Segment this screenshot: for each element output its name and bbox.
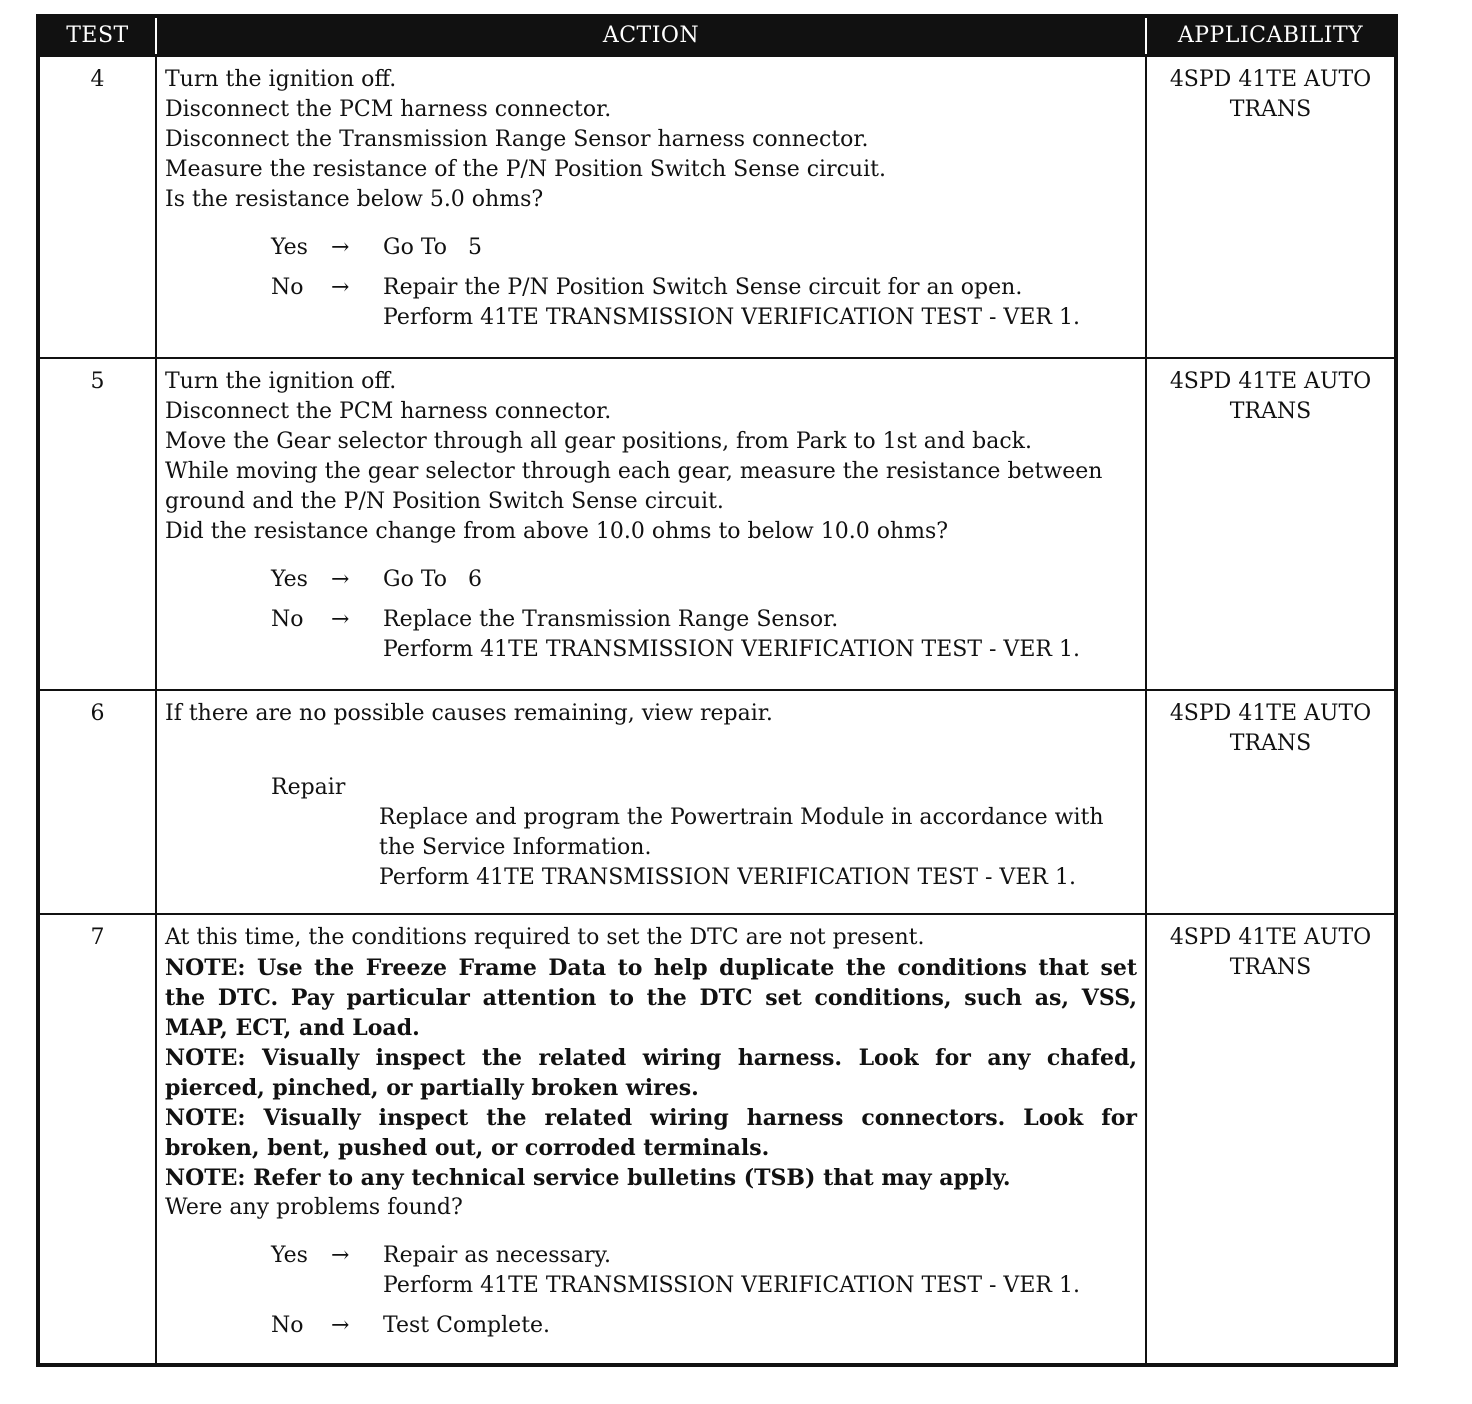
goto-link[interactable]: Go To 6 [383, 567, 482, 592]
header-action: ACTION [156, 16, 1146, 56]
branch-no [165, 273, 1137, 333]
branch-no [165, 1311, 1137, 1341]
arrow-right-icon: → [331, 1243, 350, 1268]
branch-action-text: Replace the Transmission Range Sensor. [383, 607, 839, 632]
action-cell [156, 690, 1146, 914]
branch-label: No [271, 607, 304, 632]
branch-label: No [271, 275, 304, 300]
branch-action-text: Repair the P/N Position Switch Sense circuit for an open. [383, 275, 1023, 300]
test-number: 4 [38, 56, 156, 359]
arrow-right-icon: → [331, 607, 350, 632]
repair-label: Repair [271, 775, 346, 800]
action-step: Turn the ignition off. [165, 67, 397, 92]
applicability-cell: 4SPD 41TE AUTO TRANS [1146, 690, 1396, 914]
branch-list [165, 1241, 1137, 1341]
table-row [38, 358, 1396, 690]
branch-actions [383, 233, 1137, 263]
note-text: NOTE: Refer to any technical service bulletins (TSB) that may apply. [165, 1165, 1011, 1191]
header-test: TEST [38, 16, 156, 56]
action-step: Disconnect the Transmission Range Sensor harness connector. [165, 127, 869, 152]
action-cell [156, 914, 1146, 1365]
repair-block [165, 773, 1137, 893]
test-number: 6 [38, 690, 156, 914]
arrow-right-icon: → [331, 275, 350, 300]
goto-link[interactable]: Go To 5 [383, 235, 482, 260]
action-step: Disconnect the PCM harness connector. [165, 399, 612, 424]
branch-action-text: Perform 41TE TRANSMISSION VERIFICATION TEST - VER 1. [383, 305, 1080, 330]
branch-actions [383, 273, 1137, 333]
branch-list [165, 233, 1137, 333]
table-row [38, 56, 1396, 359]
action-question: Is the resistance below 5.0 ohms? [165, 187, 544, 212]
arrow-right-icon: → [331, 567, 350, 592]
branch-no [165, 605, 1137, 665]
branch-label: Yes [271, 567, 308, 592]
action-step: Move the Gear selector through all gear positions, from Park to 1st and back. [165, 429, 1032, 454]
table-row [38, 914, 1396, 1365]
branch-action-text: Test Complete. [383, 1313, 551, 1338]
branch-yes [165, 233, 1137, 263]
branch-actions [383, 1311, 1137, 1341]
test-number: 7 [38, 914, 156, 1365]
action-step: Measure the resistance of the P/N Position Switch Sense circuit. [165, 157, 886, 182]
action-step: Disconnect the PCM harness connector. [165, 97, 612, 122]
action-step: Turn the ignition off. [165, 369, 397, 394]
arrow-right-icon: → [331, 235, 350, 260]
branch-label: No [271, 1313, 304, 1338]
action-cell [156, 56, 1146, 359]
branch-yes [165, 565, 1137, 595]
test-number: 5 [38, 358, 156, 690]
note-text: NOTE: Use the Freeze Frame Data to help duplicate the conditions that set the DTC. Pay particular attention to the DTC set conditions, such as, VSS, MAP, ECT, and Load. [165, 955, 1137, 1041]
branch-actions [383, 565, 1137, 595]
action-step: At this time, the conditions required to set the DTC are not present. [165, 925, 925, 950]
branch-label: Yes [271, 235, 308, 260]
branch-list [165, 565, 1137, 665]
repair-lines [379, 803, 1137, 893]
diagnostic-test-table [36, 14, 1398, 1367]
branch-label: Yes [271, 1243, 308, 1268]
note-text: NOTE: Visually inspect the related wiring harness. Look for any chafed, pierced, pinched, or partially broken wires. [165, 1045, 1137, 1101]
branch-action-text: Perform 41TE TRANSMISSION VERIFICATION TEST - VER 1. [383, 1273, 1080, 1298]
table-row [38, 690, 1396, 914]
arrow-right-icon: → [331, 1313, 350, 1338]
action-cell [156, 358, 1146, 690]
repair-text: Perform 41TE TRANSMISSION VERIFICATION TEST - VER 1. [379, 865, 1076, 890]
action-step: While moving the gear selector through each gear, measure the resistance between ground and the P/N Position Switch Sense circuit. [165, 459, 1103, 514]
applicability-cell: 4SPD 41TE AUTO TRANS [1146, 56, 1396, 359]
applicability-cell: 4SPD 41TE AUTO TRANS [1146, 914, 1396, 1365]
branch-actions [383, 605, 1137, 665]
action-question: Were any problems found? [165, 1195, 463, 1220]
branch-yes [165, 1241, 1137, 1301]
table-header-row [38, 16, 1396, 56]
action-step: If there are no possible causes remaining, view repair. [165, 701, 773, 726]
branch-action-text: Perform 41TE TRANSMISSION VERIFICATION TEST - VER 1. [383, 637, 1080, 662]
action-question: Did the resistance change from above 10.0 ohms to below 10.0 ohms? [165, 519, 949, 544]
note-text: NOTE: Visually inspect the related wiring harness connectors. Look for broken, bent, pushed out, or corroded terminals. [165, 1105, 1137, 1161]
header-applicability: APPLICABILITY [1146, 16, 1396, 56]
repair-text: Replace and program the Powertrain Module in accordance with the Service Information. [379, 805, 1104, 860]
branch-actions [383, 1241, 1137, 1301]
applicability-cell: 4SPD 41TE AUTO TRANS [1146, 358, 1396, 690]
branch-action-text: Repair as necessary. [383, 1243, 611, 1268]
